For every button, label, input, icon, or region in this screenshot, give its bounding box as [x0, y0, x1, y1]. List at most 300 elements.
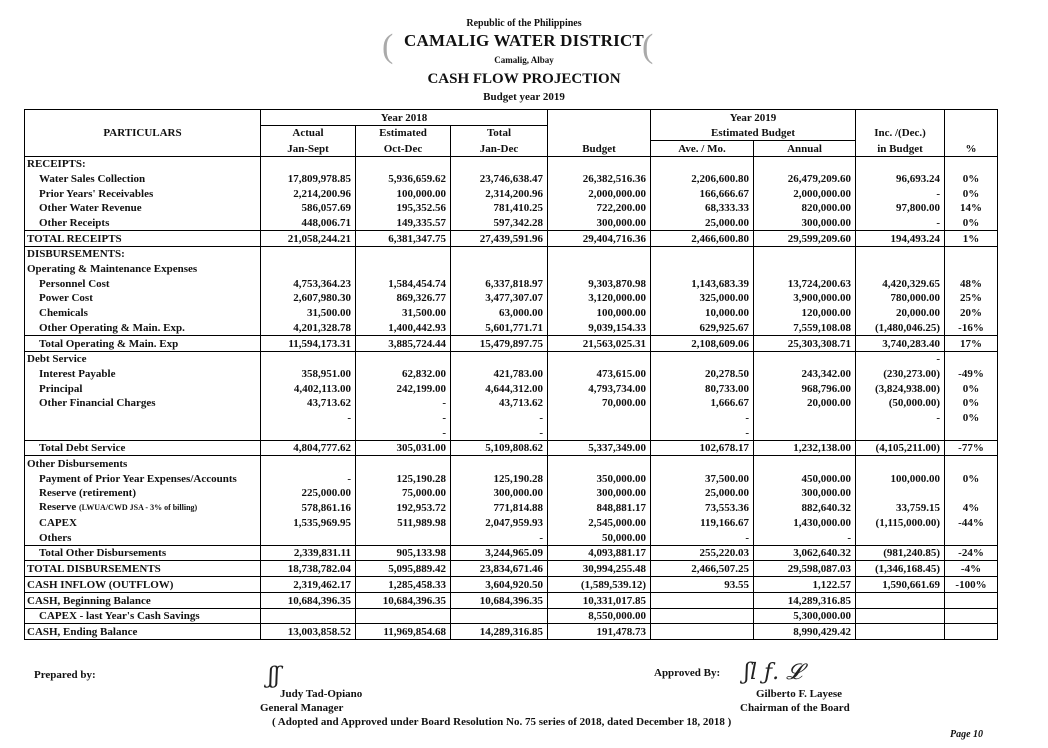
prepared-by-label: Prepared by: [34, 669, 96, 681]
cell [651, 456, 754, 471]
cell: 2,466,507.25 [651, 561, 754, 577]
cell: 2,047,959.93 [451, 515, 548, 530]
cell [856, 608, 945, 624]
cell [945, 246, 998, 261]
cell: 586,057.69 [261, 201, 356, 216]
cell: 68,333.33 [651, 201, 754, 216]
cell: 5,936,659.62 [356, 171, 451, 186]
cell: 20,000.00 [856, 305, 945, 320]
col-particulars: PARTICULARS [25, 110, 261, 157]
cell: - [451, 425, 548, 440]
cell: 10,684,396.35 [451, 592, 548, 608]
table-row [25, 366, 998, 381]
cell [651, 246, 754, 261]
cell [451, 456, 548, 471]
cell [754, 410, 856, 425]
cell: 1,666.67 [651, 396, 754, 411]
table-row [25, 320, 998, 335]
row-label: Operating & Maintenance Expenses [25, 261, 261, 276]
row-label: Chemicals [25, 305, 261, 320]
cell [856, 486, 945, 501]
cell [754, 246, 856, 261]
col-jan-dec: Jan-Dec [451, 140, 548, 156]
row-label: Total Other Disbursements [25, 545, 261, 561]
cell: 31,500.00 [356, 305, 451, 320]
table-row [25, 440, 998, 456]
cell: 70,000.00 [548, 396, 651, 411]
cell: 14,289,316.85 [451, 624, 548, 640]
cell: 5,337,349.00 [548, 440, 651, 456]
logo-mark-left: ( [382, 28, 394, 65]
row-label: CASH INFLOW (OUTFLOW) [25, 577, 261, 593]
table-row [25, 608, 998, 624]
cell [261, 456, 356, 471]
cell: 300,000.00 [548, 215, 651, 230]
cell: 1,535,969.95 [261, 515, 356, 530]
col-ave-mo: Ave. / Mo. [651, 140, 754, 156]
cell: 29,404,716.36 [548, 231, 651, 247]
cell: 3,740,283.40 [856, 335, 945, 351]
cell: 305,031.00 [356, 440, 451, 456]
cell: 358,951.00 [261, 366, 356, 381]
cell: 4,644,312.00 [451, 381, 548, 396]
cell: 20,278.50 [651, 366, 754, 381]
cell: (1,115,000.00) [856, 515, 945, 530]
cell [856, 156, 945, 171]
cell: 0% [945, 396, 998, 411]
cell [754, 156, 856, 171]
cell [945, 456, 998, 471]
cell [754, 351, 856, 366]
page-number: Page 10 [950, 729, 984, 740]
row-label: Reserve (retirement) [25, 486, 261, 501]
cell [651, 351, 754, 366]
cell: (1,346,168.45) [856, 561, 945, 577]
table-row [25, 381, 998, 396]
cell: (3,824,938.00) [856, 381, 945, 396]
cell: 820,000.00 [754, 201, 856, 216]
cell: 43,713.62 [261, 396, 356, 411]
cell: 75,000.00 [356, 486, 451, 501]
cell: 48% [945, 276, 998, 291]
cell [261, 261, 356, 276]
col-jan-sept: Jan-Sept [261, 140, 356, 156]
cell: - [856, 351, 945, 366]
cell: 0% [945, 186, 998, 201]
col-year2018: Year 2018 [261, 110, 548, 126]
cell: 1% [945, 231, 998, 247]
cell [856, 456, 945, 471]
cell: - [451, 530, 548, 545]
cell [548, 456, 651, 471]
cell: 25,000.00 [651, 215, 754, 230]
cell: 21,058,244.21 [261, 231, 356, 247]
cell [651, 592, 754, 608]
cell: 2,214,200.96 [261, 186, 356, 201]
row-label: Power Cost [25, 291, 261, 306]
cell: 848,881.17 [548, 500, 651, 515]
col-inc-dec: Inc. /(Dec.) [856, 125, 945, 140]
cell [856, 261, 945, 276]
cell [451, 156, 548, 171]
cell: (1,480,046.25) [856, 320, 945, 335]
table-row [25, 246, 998, 261]
table-row [25, 231, 998, 247]
cell: 31,500.00 [261, 305, 356, 320]
cell: 125,190.28 [451, 471, 548, 486]
cell: 20% [945, 305, 998, 320]
cell: 63,000.00 [451, 305, 548, 320]
table-row [25, 171, 998, 186]
cell: 968,796.00 [754, 381, 856, 396]
table-row [25, 561, 998, 577]
cell: 225,000.00 [261, 486, 356, 501]
table-row [25, 410, 998, 425]
document-subtitle: Budget year 2019 [483, 91, 565, 103]
cell: 25,000.00 [651, 486, 754, 501]
cell: 100,000.00 [356, 186, 451, 201]
cash-flow-table [24, 109, 998, 640]
col-pct: % [945, 140, 998, 156]
cell: 10,684,396.35 [261, 592, 356, 608]
cell [651, 608, 754, 624]
cell: (230,273.00) [856, 366, 945, 381]
row-label: RECEIPTS: [25, 156, 261, 171]
row-label: Other Receipts [25, 215, 261, 230]
cell: 300,000.00 [754, 215, 856, 230]
cell: - [856, 410, 945, 425]
preparer-name: Judy Tad-Opiano [280, 688, 363, 700]
cell: 17% [945, 335, 998, 351]
cell: 10,684,396.35 [356, 592, 451, 608]
cell: 3,885,724.44 [356, 335, 451, 351]
cell: 771,814.88 [451, 500, 548, 515]
cell [945, 608, 998, 624]
approver-signature: ʃl ƒ. 𝓛 [744, 660, 803, 685]
cell: 0% [945, 171, 998, 186]
table-row [25, 351, 998, 366]
table-row [25, 261, 998, 276]
cell: 43,713.62 [451, 396, 548, 411]
cell [356, 246, 451, 261]
cell: 3,477,307.07 [451, 291, 548, 306]
cell [945, 624, 998, 640]
cell: 448,006.71 [261, 215, 356, 230]
cell: 3,604,920.50 [451, 577, 548, 593]
cell: - [651, 530, 754, 545]
cell: 2,314,200.96 [451, 186, 548, 201]
cell: 300,000.00 [548, 486, 651, 501]
cell: - [856, 186, 945, 201]
cell: 4,402,113.00 [261, 381, 356, 396]
cell: - [356, 410, 451, 425]
cell: - [356, 425, 451, 440]
cell: 5,109,808.62 [451, 440, 548, 456]
cell [945, 351, 998, 366]
col-annual: Annual [754, 140, 856, 156]
cell: 1,400,442.93 [356, 320, 451, 335]
cell: (981,240.85) [856, 545, 945, 561]
row-label: CAPEX [25, 515, 261, 530]
cell [651, 261, 754, 276]
row-label: TOTAL RECEIPTS [25, 231, 261, 247]
cell: 10,331,017.85 [548, 592, 651, 608]
cell: 93.55 [651, 577, 754, 593]
cell: 4% [945, 500, 998, 515]
cell: -100% [945, 577, 998, 593]
approver-name: Gilberto F. Layese [756, 688, 843, 700]
table-row [25, 515, 998, 530]
cell: 97,800.00 [856, 201, 945, 216]
cell [548, 246, 651, 261]
cell [261, 246, 356, 261]
cell [945, 156, 998, 171]
cell [754, 456, 856, 471]
row-label: Others [25, 530, 261, 545]
cell [945, 530, 998, 545]
cell [548, 425, 651, 440]
cell [856, 246, 945, 261]
cell: 2,000,000.00 [548, 186, 651, 201]
cell: 27,439,591.96 [451, 231, 548, 247]
cell: 1,285,458.33 [356, 577, 451, 593]
cell: 0% [945, 215, 998, 230]
cell: 100,000.00 [856, 471, 945, 486]
table-row [25, 291, 998, 306]
col-total: Total [451, 125, 548, 140]
cell: -44% [945, 515, 998, 530]
cell: 325,000.00 [651, 291, 754, 306]
cell [356, 608, 451, 624]
cell: 26,382,516.36 [548, 171, 651, 186]
row-label: Debt Service [25, 351, 261, 366]
cell [451, 261, 548, 276]
org-name: CAMALIG WATER DISTRICT [404, 31, 644, 50]
cell: 5,300,000.00 [754, 608, 856, 624]
cell: 8,550,000.00 [548, 608, 651, 624]
cell: (4,105,211.00) [856, 440, 945, 456]
board-resolution: ( Adopted and Approved under Board Resolution No. 75 series of 2018, dated December 18, 2018 ) [272, 716, 732, 728]
cell [856, 530, 945, 545]
cell: 2,339,831.11 [261, 545, 356, 561]
table-row [25, 396, 998, 411]
table-row [25, 201, 998, 216]
cell: 7,559,108.08 [754, 320, 856, 335]
col-actual: Actual [261, 125, 356, 140]
cell: 578,861.16 [261, 500, 356, 515]
cell: 3,062,640.32 [754, 545, 856, 561]
cell [754, 425, 856, 440]
cell: 25% [945, 291, 998, 306]
cell: (1,589,539.12) [548, 577, 651, 593]
cell: 8,990,429.42 [754, 624, 856, 640]
cell: 350,000.00 [548, 471, 651, 486]
cell: 96,693.24 [856, 171, 945, 186]
cell [356, 530, 451, 545]
cell: 13,003,858.52 [261, 624, 356, 640]
cell [548, 261, 651, 276]
row-label: Interest Payable [25, 366, 261, 381]
cell: 421,783.00 [451, 366, 548, 381]
row-label: Reserve (LWUA/CWD JSA - 3% of billing) [25, 500, 261, 515]
cell: 33,759.15 [856, 500, 945, 515]
cell: 3,900,000.00 [754, 291, 856, 306]
cell [356, 351, 451, 366]
cell: 4,804,777.62 [261, 440, 356, 456]
col-oct-dec: Oct-Dec [356, 140, 451, 156]
table-row [25, 186, 998, 201]
row-label: Other Financial Charges [25, 396, 261, 411]
cell: 722,200.00 [548, 201, 651, 216]
cell: 1,430,000.00 [754, 515, 856, 530]
row-label: Other Operating & Main. Exp. [25, 320, 261, 335]
table-row [25, 577, 998, 593]
cell: 10,000.00 [651, 305, 754, 320]
col-estimated: Estimated [356, 125, 451, 140]
table-row [25, 456, 998, 471]
cell: 6,337,818.97 [451, 276, 548, 291]
table-row [25, 305, 998, 320]
row-label: CASH, Ending Balance [25, 624, 261, 640]
cell [856, 592, 945, 608]
cell: (50,000.00) [856, 396, 945, 411]
cell: -77% [945, 440, 998, 456]
cell [261, 608, 356, 624]
cell: 2,466,600.80 [651, 231, 754, 247]
cell: -24% [945, 545, 998, 561]
cell: - [261, 471, 356, 486]
cell [548, 351, 651, 366]
cell: 2,000,000.00 [754, 186, 856, 201]
cell: 882,640.32 [754, 500, 856, 515]
approved-by-label: Approved By: [654, 667, 721, 679]
cell: 18,738,782.04 [261, 561, 356, 577]
cell: 780,000.00 [856, 291, 945, 306]
cell: 0% [945, 471, 998, 486]
cell: 195,352.56 [356, 201, 451, 216]
cell: 597,342.28 [451, 215, 548, 230]
cell [261, 530, 356, 545]
cell: 781,410.25 [451, 201, 548, 216]
row-label: Payment of Prior Year Expenses/Accounts [25, 471, 261, 486]
row-label: Total Operating & Main. Exp [25, 335, 261, 351]
row-label: Principal [25, 381, 261, 396]
cell: 17,809,978.85 [261, 171, 356, 186]
cell: 0% [945, 410, 998, 425]
cell [261, 425, 356, 440]
row-label: Total Debt Service [25, 440, 261, 456]
cell: 62,832.00 [356, 366, 451, 381]
cell: 9,039,154.33 [548, 320, 651, 335]
cell: 2,545,000.00 [548, 515, 651, 530]
cell [856, 624, 945, 640]
cell: 194,493.24 [856, 231, 945, 247]
row-label: CASH, Beginning Balance [25, 592, 261, 608]
cell: 5,601,771.71 [451, 320, 548, 335]
row-label: Prior Years' Receivables [25, 186, 261, 201]
cell: 29,598,087.03 [754, 561, 856, 577]
cell: 629,925.67 [651, 320, 754, 335]
header-republic: Republic of the Philippines [466, 18, 582, 29]
cell [651, 624, 754, 640]
cell: 511,989.98 [356, 515, 451, 530]
cell: - [856, 215, 945, 230]
cell: 2,206,600.80 [651, 171, 754, 186]
cell: 3,244,965.09 [451, 545, 548, 561]
cell [754, 261, 856, 276]
cell: 4,793,734.00 [548, 381, 651, 396]
cell: - [651, 410, 754, 425]
approver-title: Chairman of the Board [740, 702, 850, 714]
cell: 102,678.17 [651, 440, 754, 456]
cell: 4,201,328.78 [261, 320, 356, 335]
cell: 73,553.36 [651, 500, 754, 515]
cell [548, 156, 651, 171]
table-row [25, 624, 998, 640]
cell: 300,000.00 [754, 486, 856, 501]
cell [356, 261, 451, 276]
cell: 14,289,316.85 [754, 592, 856, 608]
cell: 11,594,173.31 [261, 335, 356, 351]
cell: 1,584,454.74 [356, 276, 451, 291]
table-row [25, 471, 998, 486]
cell [945, 486, 998, 501]
cell: 37,500.00 [651, 471, 754, 486]
table-row [25, 530, 998, 545]
cell: 20,000.00 [754, 396, 856, 411]
cell [945, 425, 998, 440]
row-label: Other Disbursements [25, 456, 261, 471]
cell [451, 246, 548, 261]
cell: 300,000.00 [451, 486, 548, 501]
cell: -16% [945, 320, 998, 335]
cell: 14% [945, 201, 998, 216]
preparer-title: General Manager [260, 702, 344, 714]
cell: 2,108,609.06 [651, 335, 754, 351]
cell: - [356, 396, 451, 411]
table-row [25, 592, 998, 608]
table-row [25, 425, 998, 440]
cell: 191,478.73 [548, 624, 651, 640]
cell: 5,095,889.42 [356, 561, 451, 577]
cell [451, 351, 548, 366]
cell: - [754, 530, 856, 545]
cell [356, 456, 451, 471]
cell: 149,335.57 [356, 215, 451, 230]
table-row [25, 156, 998, 171]
cell: 166,666.67 [651, 186, 754, 201]
cell: 26,479,209.60 [754, 171, 856, 186]
preparer-signature: ʃʃ [268, 664, 280, 689]
cell: 1,143,683.39 [651, 276, 754, 291]
cell: 450,000.00 [754, 471, 856, 486]
col-estimated-budget: Estimated Budget [651, 125, 856, 140]
col-year2019: Year 2019 [651, 110, 856, 126]
row-label: DISBURSEMENTS: [25, 246, 261, 261]
cell: 2,319,462.17 [261, 577, 356, 593]
cell [451, 608, 548, 624]
cell: 905,133.98 [356, 545, 451, 561]
cell: 23,834,671.46 [451, 561, 548, 577]
cell [651, 156, 754, 171]
table-row [25, 215, 998, 230]
cell: - [651, 425, 754, 440]
cell: -49% [945, 366, 998, 381]
cell: 25,303,308.71 [754, 335, 856, 351]
col-in-budget: in Budget [856, 140, 945, 156]
cell: -4% [945, 561, 998, 577]
cell: 242,199.00 [356, 381, 451, 396]
